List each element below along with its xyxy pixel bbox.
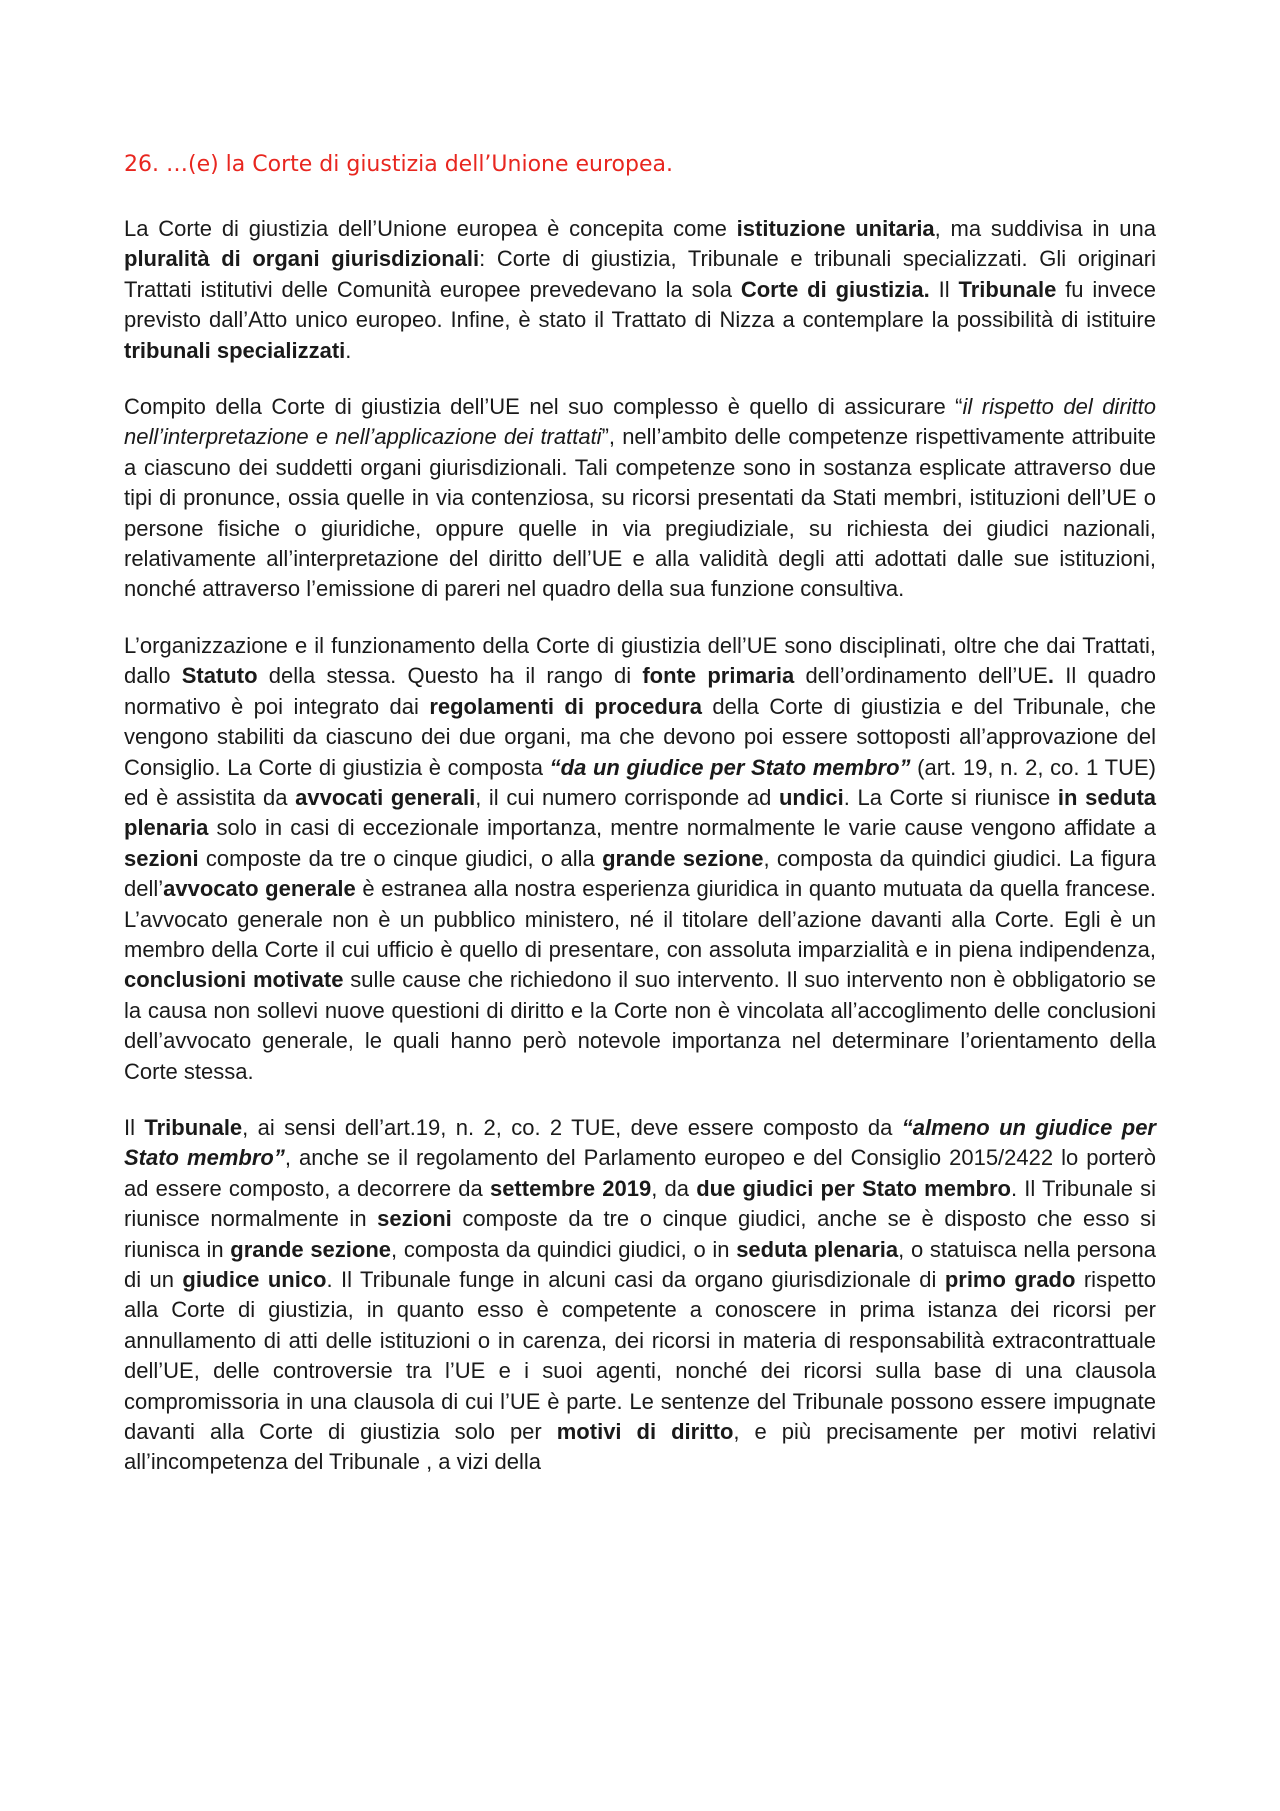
section-heading: 26. …(e) la Corte di giustizia dell’Unione europea. bbox=[124, 152, 673, 177]
document-page bbox=[124, 150, 1156, 1504]
paragraph-4: Il Tribunale, ai sensi dell’art.19, n. 2, co. 2 TUE, deve essere composto da “almeno un giudice per Stato membro”, anche se il regolamento del Parlamento europeo e del Consiglio 2015/2422 lo porterò ad essere composto, a decorrere da settembre 2019, da due giudici per Stato membro. Il Tribunale si riunisce normalmente in sezioni composte da tre o cinque giudici, anche se è disposto che esso si riunisca in grande sezione, composta da quindici giudici, o in seduta plenaria, o statuisca nella persona di un giudice unico. Il Tribunale funge in alcuni casi da organo giurisdizionale di primo grado rispetto alla Corte di giustizia, in quanto esso è competente a conoscere in prima istanza dei ricorsi per annullamento di atti delle istituzioni o in carenza, dei ricorsi in materia di responsabilità extracontrattuale dell’UE, delle controversie tra l’UE e i suoi agenti, nonché dei ricorsi sulla base di una clausola compromissoria in una clausola di cui l’UE è parte. Le sentenze del Tribunale possono essere impugnate davanti alla Corte di giustizia solo per motivi di diritto, e più precisamente per motivi relativi all’incompetenza del Tribunale , a vizi della bbox=[124, 1114, 1157, 1475]
paragraph-1: La Corte di giustizia dell’Unione europea è concepita come istituzione unitaria, ma suddivisa in una pluralità di organi giurisdizionali: Corte di giustizia, Tribunale e tribunali specializzati. Gli originari Trattati istitutivi delle Comunità europee prevedevano la sola Corte di giustizia. Il Tribunale fu invece previsto dall’Atto unico europeo. Infine, è stato il Trattato di Nizza a contemplare la possibilità di istituire tribunali specializzati. bbox=[124, 216, 1157, 363]
paragraph-2: Compito della Corte di giustizia dell’UE nel suo complesso è quello di assicurare “il rispetto del diritto nell’interpretazione e nell’applicazione dei trattati”, nell’ambito delle competenze rispettivamente attribuite a ciascuno dei suddetti organi giurisdizionali. Tali competenze sono in sostanza esplicate attraverso due tipi di pronunce, ossia quelle in via contenziosa, su ricorsi presentati da Stati membri, istituzioni dell’UE o persone fisiche o giuridiche, oppure quelle in via pregiudiziale, su richiesta dei giudici nazionali, relativamente all’interpretazione del diritto dell’UE e alla validità degli atti adottati dalle sue istituzioni, nonché attraverso l’emissione di pareri nel quadro della sua funzione consultiva. bbox=[124, 394, 1156, 602]
paragraph-3: L’organizzazione e il funzionamento della Corte di giustizia dell’UE sono disciplinati, oltre che dai Trattati, dallo Statuto della stessa. Questo ha il rango di fonte primaria dell’ordinamento dell’UE. Il quadro normativo è poi integrato dai regolamenti di procedura della Corte di giustizia e del Tribunale, che vengono stabiliti da ciascuno dei due organi, ma che devono poi essere sottoposti all’approvazione del Consiglio. La Corte di giustizia è composta “da un giudice per Stato membro” (art. 19, n. 2, co. 1 TUE) ed è assistita da avvocati generali, il cui numero corrisponde ad undici. La Corte si riunisce in seduta plenaria solo in casi di eccezionale importanza, mentre normalmente le varie cause vengono affidate a sezioni composte da tre o cinque giudici, o alla grande sezione, composta da quindici giudici. La figura dell’avvocato generale è estranea alla nostra esperienza giuridica in quanto mutuata da quella francese. L’avvocato generale non è un pubblico ministero, né il titolare dell’azione davanti alla Corte. Egli è un membro della Corte il cui ufficio è quello di presentare, con assoluta imparzialità e in piena indipendenza, conclusioni motivate sulle cause che richiedono il suo intervento. Il suo intervento non è obbligatorio se la causa non sollevi nuove questioni di diritto e la Corte non è vincolata all’accoglimento delle conclusioni dell’avvocato generale, le quali hanno però notevole importanza nel determinare l’orientamento della Corte stessa. bbox=[124, 632, 1157, 1084]
